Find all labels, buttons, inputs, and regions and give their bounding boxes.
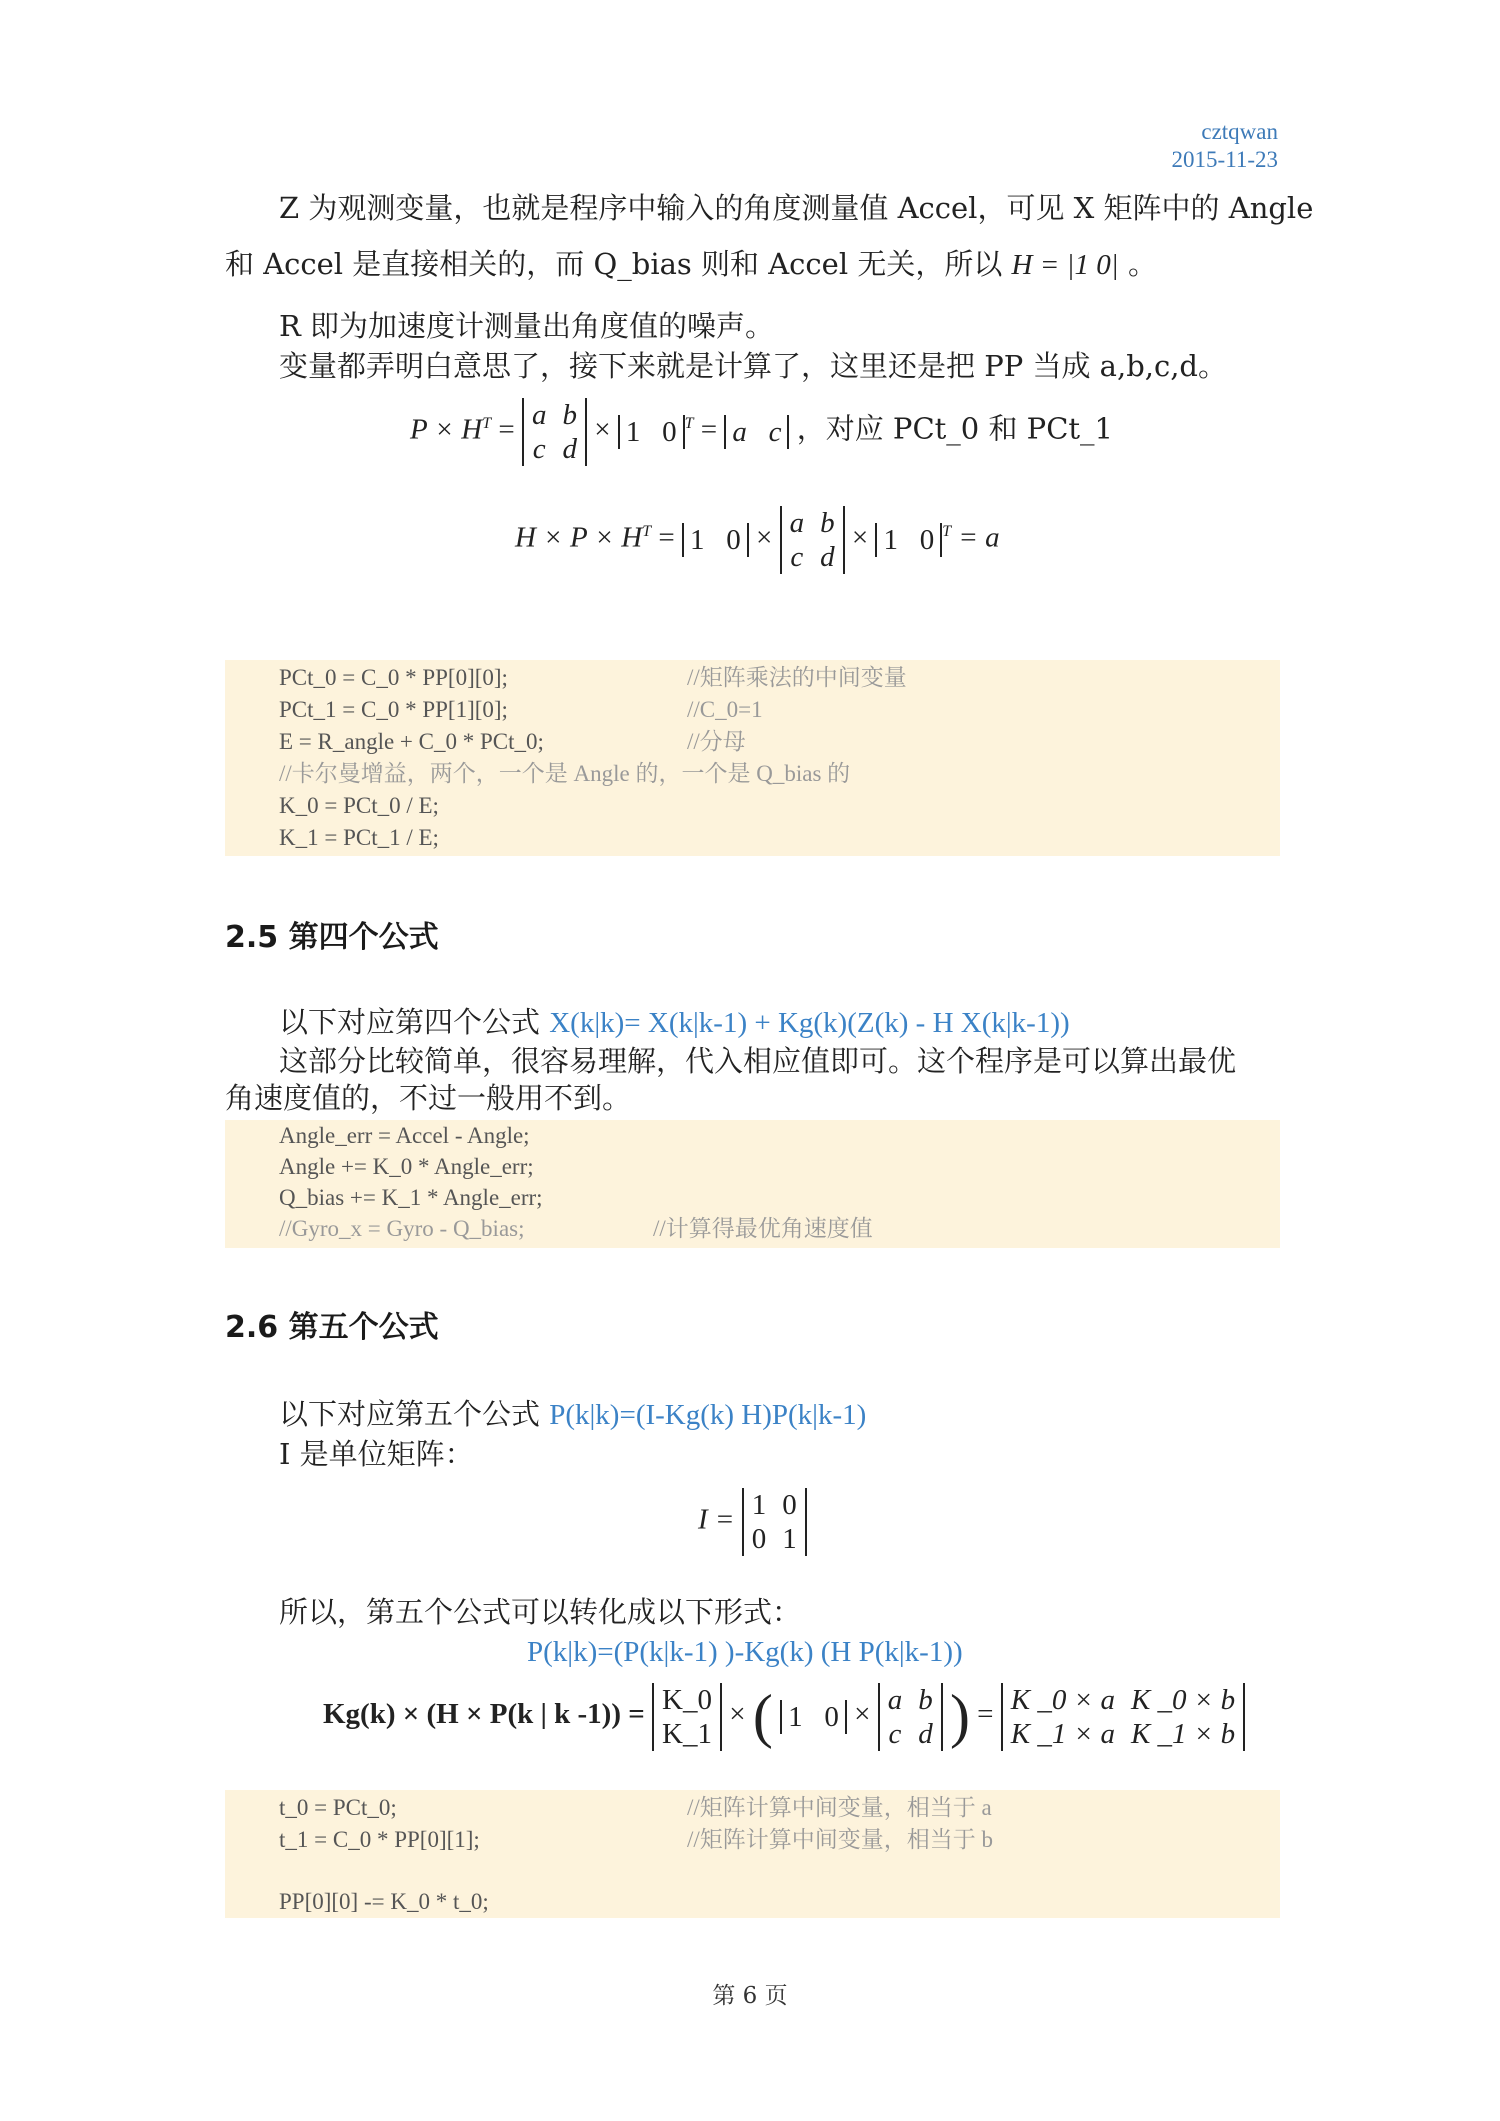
code-block-kalman-gain [225, 660, 1280, 856]
section26-p2: I 是单位矩阵： [279, 1437, 474, 1471]
eq1-equals: = [498, 413, 515, 446]
kg-matrix-eq: Kg(k) × (H × P(k | k -1)) = K_0 K_1 × ( 1 0 × a b c d ) = K _0 × a K _0 × b K _1 × a K _1 × b [323, 1682, 1245, 1751]
author-label: cztqwan [1201, 119, 1278, 144]
k-vector: K_0 K_1 [652, 1683, 722, 1751]
code-line: PCt_0 = C_0 * PP[0][0]; [279, 665, 508, 690]
code-comment: //矩阵计算中间变量，相当于 a [687, 1795, 992, 1820]
code-line: t_1 = C_0 * PP[0][1]; [279, 1827, 480, 1852]
intro-line-2 [225, 246, 1280, 283]
h-definition: H = |1 0| [1011, 249, 1119, 281]
code-line: E = R_angle + C_0 * PCt_0; [279, 729, 544, 754]
code-comment: //分母 [687, 729, 746, 754]
formula-four: X(k|k)= X(k|k-1) + Kg(k)(Z(k) - H X(k|k-1)) [549, 1007, 1070, 1039]
identity-matrix: 1 0 0 1 [742, 1488, 807, 1556]
code-comment: //Gyro_x = Gyro - Q_bias; [279, 1216, 525, 1241]
equation-h-p-ht: $H \times P \times H^T = 1$ 0 × a b c d × 1 0 $^T$ = a [515, 507, 1000, 573]
matrix-pp: a b c d [522, 398, 587, 466]
result-matrix: K _0 × a K _0 × b K _1 × a K _1 × b [1001, 1683, 1245, 1751]
section25-p1: 以下对应第四个公式 X(k|k)= X(k|k-1) + Kg(k)(Z(k) - H X(k|k-1)) [279, 1005, 1070, 1039]
code-line: K_0 = PCt_0 / E; [279, 793, 439, 818]
date-label: 2015-11-23 [1171, 147, 1278, 172]
code-comment: //卡尔曼增益，两个，一个是 Angle 的，一个是 Q_bias 的 [279, 761, 851, 786]
identity-matrix-eq: I = 1 0 0 1 [698, 1488, 807, 1556]
section26-p3: 所以，第五个公式可以转化成以下形式： [279, 1595, 802, 1629]
section-heading-2-6: 2.6 第五个公式 [225, 1310, 439, 1345]
intro-line-4: 变量都弄明白意思了，接下来就是计算了，这里还是把 PP 当成 a,b,c,d。 [279, 349, 1227, 383]
code-line: Q_bias += K_1 * Angle_err; [279, 1185, 543, 1210]
code-comment: //C_0=1 [687, 697, 763, 722]
intro-line-3: R 即为加速度计测量出角度值的噪声。 [279, 309, 775, 343]
section25-p2-line2: 角速度值的，不过一般用不到。 [225, 1081, 632, 1115]
page-number: 第 6 页 [712, 1983, 788, 2009]
intro-line-2-end: 。 [1127, 247, 1157, 281]
code-block-covariance [225, 1790, 1280, 1918]
code-line: Angle += K_0 * Angle_err; [279, 1154, 534, 1179]
formula-five-expanded: P(k|k)=(P(k|k-1) )-Kg(k) (H P(k|k-1)) [527, 1636, 963, 1668]
code-line: t_0 = PCt_0; [279, 1795, 397, 1820]
code-block-update [225, 1120, 1280, 1248]
eq1-note: ，对应 PCt_0 和 PCt_1 [796, 411, 1113, 446]
code-line: K_1 = PCt_1 / E; [279, 825, 439, 850]
matrix-pp-2: a b c d [780, 506, 845, 574]
equation-p-ht: $P \times H^T = a$ b c d × 1 0 $^T$ = a c ，对应 PCt_0 和 PCt_1 [410, 399, 1113, 465]
matrix-pp-3: a b c d [878, 1683, 943, 1751]
section-heading-2-5: 2.5 第四个公式 [225, 920, 439, 955]
code-line: PCt_1 = C_0 * PP[1][0]; [279, 697, 508, 722]
code-comment: //矩阵乘法的中间变量 [687, 665, 907, 690]
code-comment: //计算得最优角速度值 [653, 1216, 873, 1241]
formula-five: P(k|k)=(I-Kg(k) H)P(k|k-1) [549, 1399, 867, 1431]
eq1-lhs: P × H [410, 413, 483, 446]
code-line: Angle_err = Accel - Angle; [279, 1123, 530, 1148]
intro-line-1: Z 为观测变量，也就是程序中输入的角度测量值 Accel，可见 X 矩阵中的 Angle [279, 191, 1314, 225]
eq1-sup: T [482, 415, 492, 432]
intro-line-2-text: 和 Accel 是直接相关的，而 Q_bias 则和 Accel 无关，所以 [225, 247, 1003, 281]
section25-p2-line1: 这部分比较简单，很容易理解，代入相应值即可。这个程序是可以算出最优 [279, 1044, 1237, 1078]
code-line: PP[0][0] -= K_0 * t_0; [279, 1889, 489, 1914]
code-comment: //矩阵计算中间变量，相当于 b [687, 1827, 994, 1852]
section26-p1: 以下对应第五个公式 P(k|k)=(I-Kg(k) H)P(k|k-1) [279, 1397, 867, 1431]
